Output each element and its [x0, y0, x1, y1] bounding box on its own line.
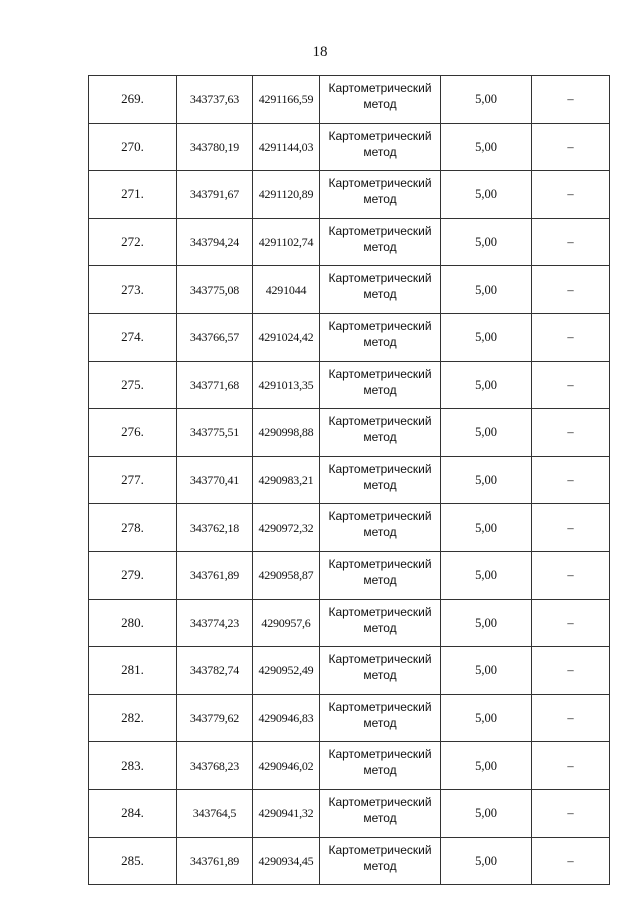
accuracy-cell: 5,00 [441, 551, 532, 599]
x-coordinate-cell: 343782,74 [177, 647, 253, 695]
method-line-2: метод [363, 668, 397, 683]
note-cell: – [532, 837, 610, 885]
point-number-cell: 283. [89, 742, 177, 790]
note-cell: – [532, 504, 610, 552]
method-line-2: метод [363, 287, 397, 302]
method-cell [320, 361, 441, 409]
method-line-2: метод [363, 382, 397, 397]
accuracy-cell: 5,00 [441, 313, 532, 361]
table-row [89, 789, 610, 837]
accuracy-cell: 5,00 [441, 123, 532, 171]
note-cell: – [532, 456, 610, 504]
x-coordinate-cell: 343761,89 [177, 837, 253, 885]
accuracy-cell: 5,00 [441, 837, 532, 885]
note-cell: – [532, 313, 610, 361]
method-line-2: метод [363, 715, 397, 730]
point-number-cell: 285. [89, 837, 177, 885]
table-row [89, 456, 610, 504]
x-coordinate-cell: 343762,18 [177, 504, 253, 552]
accuracy-cell: 5,00 [441, 742, 532, 790]
table-row [89, 599, 610, 647]
y-coordinate-cell: 4291024,42 [253, 313, 320, 361]
method-line-1: Картометрический [328, 747, 432, 762]
method-line-1: Картометрический [328, 509, 432, 524]
method-cell [320, 123, 441, 171]
y-coordinate-cell: 4291102,74 [253, 218, 320, 266]
point-number-cell: 282. [89, 694, 177, 742]
method-cell [320, 171, 441, 219]
method-line-1: Картометрический [328, 128, 432, 143]
note-cell: – [532, 551, 610, 599]
note-cell: – [532, 742, 610, 790]
method-line-1: Картометрический [328, 556, 432, 571]
method-cell [320, 599, 441, 647]
accuracy-cell: 5,00 [441, 171, 532, 219]
note-cell: – [532, 76, 610, 124]
accuracy-cell: 5,00 [441, 694, 532, 742]
accuracy-cell: 5,00 [441, 361, 532, 409]
method-line-1: Картометрический [328, 318, 432, 333]
accuracy-cell: 5,00 [441, 76, 532, 124]
y-coordinate-cell: 4290957,6 [253, 599, 320, 647]
method-line-1: Картометрический [328, 176, 432, 191]
x-coordinate-cell: 343775,51 [177, 409, 253, 457]
point-number-cell: 272. [89, 218, 177, 266]
method-line-1: Картометрический [328, 794, 432, 809]
y-coordinate-cell: 4290998,88 [253, 409, 320, 457]
table-row [89, 742, 610, 790]
table-row [89, 313, 610, 361]
method-cell [320, 551, 441, 599]
method-line-1: Картометрический [328, 271, 432, 286]
point-number-cell: 284. [89, 789, 177, 837]
point-number-cell: 280. [89, 599, 177, 647]
method-line-2: метод [363, 97, 397, 111]
y-coordinate-cell: 4291144,03 [253, 123, 320, 171]
accuracy-cell: 5,00 [441, 789, 532, 837]
x-coordinate-cell: 343791,67 [177, 171, 253, 219]
table-row [89, 218, 610, 266]
x-coordinate-cell: 343764,5 [177, 789, 253, 837]
x-coordinate-cell: 343775,08 [177, 266, 253, 314]
note-cell: – [532, 123, 610, 171]
page-number: 18 [312, 44, 328, 60]
y-coordinate-cell: 4290946,83 [253, 694, 320, 742]
method-cell [320, 504, 441, 552]
point-number-cell: 269. [89, 76, 177, 124]
method-line-2: метод [363, 572, 397, 587]
point-number-cell: 279. [89, 551, 177, 599]
y-coordinate-cell: 4290958,87 [253, 551, 320, 599]
accuracy-cell: 5,00 [441, 266, 532, 314]
note-cell: – [532, 171, 610, 219]
method-cell [320, 456, 441, 504]
method-line-2: метод [363, 477, 397, 492]
x-coordinate-cell: 343768,23 [177, 742, 253, 790]
x-coordinate-cell: 343761,89 [177, 551, 253, 599]
method-cell [320, 313, 441, 361]
method-cell [320, 76, 441, 124]
method-cell [320, 742, 441, 790]
table-row [89, 361, 610, 409]
accuracy-cell: 5,00 [441, 504, 532, 552]
method-line-2: метод [363, 858, 397, 873]
table-row [89, 266, 610, 314]
method-line-2: метод [363, 192, 397, 207]
table-row [89, 551, 610, 599]
method-line-2: метод [363, 430, 397, 445]
table-row [89, 171, 610, 219]
y-coordinate-cell: 4290934,45 [253, 837, 320, 885]
note-cell: – [532, 599, 610, 647]
note-cell: – [532, 789, 610, 837]
method-line-2: метод [363, 334, 397, 349]
table-row [89, 123, 610, 171]
table-row [89, 504, 610, 552]
table-row [89, 409, 610, 457]
method-line-1: Картометрический [328, 699, 432, 714]
note-cell: – [532, 218, 610, 266]
method-line-1: Картометрический [328, 461, 432, 476]
method-cell [320, 837, 441, 885]
note-cell: – [532, 266, 610, 314]
method-line-2: метод [363, 810, 397, 825]
method-line-1: Картометрический [328, 604, 432, 619]
method-line-1: Картометрический [328, 652, 432, 667]
accuracy-cell: 5,00 [441, 647, 532, 695]
method-line-1: Картометрический [328, 842, 432, 857]
note-cell: – [532, 647, 610, 695]
x-coordinate-cell: 343771,68 [177, 361, 253, 409]
point-number-cell: 278. [89, 504, 177, 552]
method-line-1: Картометрический [328, 81, 432, 95]
point-number-cell: 275. [89, 361, 177, 409]
x-coordinate-cell: 343737,63 [177, 76, 253, 124]
y-coordinate-cell: 4291013,35 [253, 361, 320, 409]
coordinates-table [88, 75, 610, 885]
y-coordinate-cell: 4291166,59 [253, 76, 320, 124]
y-coordinate-cell: 4290946,02 [253, 742, 320, 790]
method-cell [320, 789, 441, 837]
x-coordinate-cell: 343780,19 [177, 123, 253, 171]
note-cell: – [532, 694, 610, 742]
method-cell [320, 218, 441, 266]
x-coordinate-cell: 343766,57 [177, 313, 253, 361]
method-line-1: Картометрический [328, 223, 432, 238]
method-cell [320, 647, 441, 695]
table-row [89, 837, 610, 885]
y-coordinate-cell: 4290983,21 [253, 456, 320, 504]
accuracy-cell: 5,00 [441, 218, 532, 266]
x-coordinate-cell: 343794,24 [177, 218, 253, 266]
accuracy-cell: 5,00 [441, 456, 532, 504]
note-cell: – [532, 361, 610, 409]
accuracy-cell: 5,00 [441, 409, 532, 457]
point-number-cell: 273. [89, 266, 177, 314]
y-coordinate-cell: 4290952,49 [253, 647, 320, 695]
method-line-2: метод [363, 525, 397, 540]
method-cell [320, 409, 441, 457]
point-number-cell: 274. [89, 313, 177, 361]
method-cell [320, 266, 441, 314]
y-coordinate-cell: 4290941,32 [253, 789, 320, 837]
point-number-cell: 276. [89, 409, 177, 457]
x-coordinate-cell: 343779,62 [177, 694, 253, 742]
y-coordinate-cell: 4290972,32 [253, 504, 320, 552]
method-line-2: метод [363, 144, 397, 159]
method-cell [320, 694, 441, 742]
table-row [89, 647, 610, 695]
table-row [89, 76, 610, 124]
table-row [89, 694, 610, 742]
point-number-cell: 271. [89, 171, 177, 219]
point-number-cell: 281. [89, 647, 177, 695]
method-line-2: метод [363, 620, 397, 635]
x-coordinate-cell: 343774,23 [177, 599, 253, 647]
point-number-cell: 270. [89, 123, 177, 171]
y-coordinate-cell: 4291044 [253, 266, 320, 314]
note-cell: – [532, 409, 610, 457]
y-coordinate-cell: 4291120,89 [253, 171, 320, 219]
x-coordinate-cell: 343770,41 [177, 456, 253, 504]
method-line-1: Картометрический [328, 414, 432, 429]
coordinates-table-body [89, 76, 610, 885]
point-number-cell: 277. [89, 456, 177, 504]
method-line-2: метод [363, 239, 397, 254]
method-line-2: метод [363, 763, 397, 778]
accuracy-cell: 5,00 [441, 599, 532, 647]
method-line-1: Картометрический [328, 366, 432, 381]
